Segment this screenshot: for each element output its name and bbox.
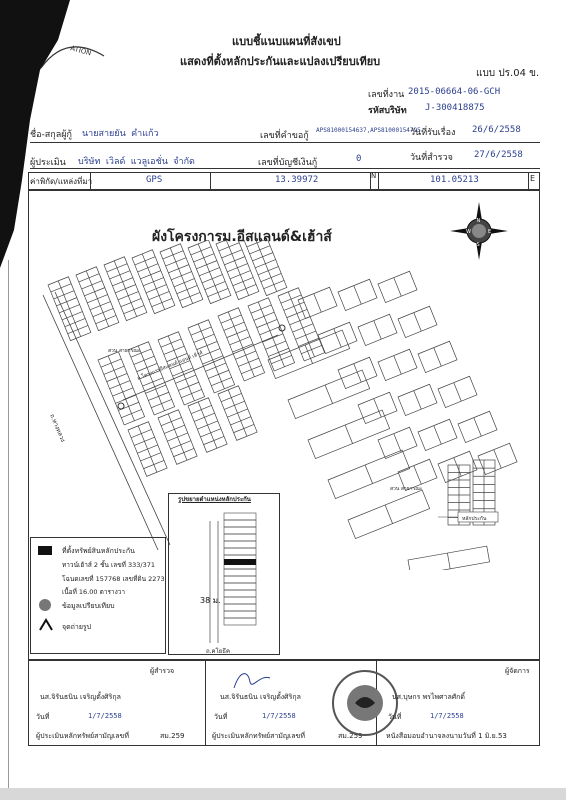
inset-lot <box>224 569 256 576</box>
legend-item-photo: จุดถ่ายรูป <box>62 623 92 631</box>
svg-text:ATION: ATION <box>69 44 93 58</box>
appraiser-signature <box>230 668 280 694</box>
lot-block <box>128 422 167 477</box>
survey-label: วันที่สำรวจ <box>410 153 453 163</box>
lot-block <box>338 357 377 388</box>
comparison-marker-2 <box>118 403 124 409</box>
comparison-legend-icon <box>38 598 52 612</box>
lot-block <box>76 267 119 331</box>
lot-block <box>338 279 377 310</box>
lot-block <box>358 392 397 423</box>
legend-item-collateral: ที่ตั้งทรัพย์สินหลักประกัน <box>62 547 135 555</box>
document-title: แบบชี้แนบแผนที่สังเขป <box>232 35 341 48</box>
lot-block <box>218 386 257 441</box>
inset-lot <box>224 604 256 611</box>
lot-block <box>348 490 430 539</box>
lot-block <box>378 427 417 458</box>
lot-block <box>158 410 197 465</box>
appraiser-date-label: วันที่ <box>214 713 228 721</box>
lot-block <box>378 271 417 302</box>
lot-block <box>160 244 203 308</box>
inset-lot <box>224 534 256 541</box>
form-code: แบบ ปร.04 ข. <box>476 68 540 79</box>
inset-title: รูปขยายตำแหน่งหลักประกัน <box>178 496 251 503</box>
lot-block <box>244 240 287 296</box>
comparison-marker <box>279 325 285 331</box>
legend-detail-2: โฉนดเลขที่ 157768 เลขที่ดิน 2273 <box>62 575 165 583</box>
appraiser-name: นส.จิรันธนิน เจริญตั้งศิริกุล <box>220 693 301 701</box>
account-value: 0 <box>356 154 362 164</box>
collateral-lot <box>224 559 256 565</box>
app-no-label: เลขที่คำขอกู้ <box>260 131 309 141</box>
surveyor-date: 1/7/2558 <box>88 712 122 720</box>
north-marker: N <box>371 172 377 180</box>
inset-lot <box>224 548 256 555</box>
latitude-value: 13.39972 <box>275 175 319 185</box>
inset-lot <box>224 527 256 534</box>
lot-block <box>132 250 175 314</box>
company-stamp-logo <box>36 28 106 73</box>
director-name: นส.บุษกร พรไพศาลศักดิ์ <box>392 693 465 701</box>
coord-divider-5 <box>528 172 529 189</box>
lot-block <box>288 370 370 419</box>
site-plan-map <box>28 240 538 570</box>
inset-lot <box>224 541 256 548</box>
app-no-value: APS81000154637,APS81000154795 <box>316 127 421 134</box>
underline-row1 <box>30 142 540 143</box>
appraiser-value: บริษัท เวิลด์ แวลูเอชั่น จำกัด <box>78 157 195 167</box>
inset-lot <box>224 583 256 590</box>
lot-block <box>438 451 477 482</box>
lot-block <box>104 257 147 321</box>
lot-block <box>398 306 437 337</box>
inset-lot <box>224 590 256 597</box>
inset-lot <box>224 618 256 625</box>
surveyor-license: สม.259 <box>160 732 185 740</box>
inset-map <box>168 503 278 653</box>
lot-block <box>458 411 497 442</box>
lot-block <box>308 410 390 459</box>
lot-block <box>378 349 417 380</box>
inset-distance: 38 ม. <box>200 596 221 605</box>
inset-lot <box>224 611 256 618</box>
sig-divider-1 <box>205 660 206 745</box>
lot-block <box>408 546 490 570</box>
lot-block <box>188 398 227 453</box>
park-label-1: สวน สาธารณะ <box>108 348 141 354</box>
road-main-label: ถ.โครงการอีสแลนด์ แอนด์ เฮ้าส์ <box>136 350 204 382</box>
appraiser-license: สม.259 <box>338 732 363 740</box>
surveyor-role: ผู้สำรวจ <box>150 667 175 675</box>
director-note: หนังสือมอบอำนาจลงนามวันที่ 1 มิ.ย.53 <box>386 732 507 740</box>
appraiser-license-label: ผู้ประเมินหลักทรัพย์สามัญเลขที่ <box>212 732 305 740</box>
compass-e: E <box>488 229 492 235</box>
account-label: เลขที่บัญชีเงินกู้ <box>258 158 318 168</box>
inset-lot <box>224 576 256 583</box>
appraiser-date: 1/7/2558 <box>262 712 296 720</box>
inset-road-bottom: ถ.คโยธีค <box>206 648 230 653</box>
underline-row2 <box>30 168 540 169</box>
coord-divider-4 <box>378 172 379 189</box>
appraiser-label: ผู้ประเมิน <box>30 158 66 168</box>
legend-item-comparison: ข้อมูลเปรียบเทียบ <box>62 602 115 610</box>
project-title: ผังโครงการม.อีสแลนด์&เฮ้าส์ <box>152 229 332 245</box>
lot-block <box>48 277 91 341</box>
lot-block <box>418 341 457 372</box>
compass-n: N <box>476 218 481 224</box>
job-no-label: เลขที่งาน <box>368 90 405 100</box>
legend-detail-1: ทาวน์เฮ้าส์ 2 ชั้น เลขที่ 333/371 <box>62 561 156 569</box>
owner-label: ชื่อ-สกุลผู้กู้ <box>30 130 72 140</box>
coordinates-label: ค่าพิกัด/แหล่งที่มา <box>30 177 93 186</box>
collateral-tag-label: หลักประกัน <box>462 516 487 522</box>
coordinates-source: GPS <box>146 175 163 185</box>
legend-detail-3: เนื้อที่ 16.00 ตารางวา <box>62 588 126 596</box>
collateral-legend-swatch <box>38 546 52 555</box>
inset-lot <box>224 597 256 604</box>
job-no-value: 2015-06664-06-GCH <box>408 87 501 97</box>
east-marker: E <box>530 174 536 183</box>
park-label-2: สวน สาธารณะ <box>390 486 423 492</box>
scan-left-edge <box>8 260 9 800</box>
owner-value: นายสายยัน คำแก้ว <box>82 129 159 139</box>
lot-block <box>318 322 357 353</box>
longitude-value: 101.05213 <box>430 175 479 185</box>
lot-block <box>188 240 231 304</box>
compass-s: S <box>476 242 480 248</box>
coord-divider-2 <box>210 172 211 189</box>
scan-bottom-edge <box>0 788 566 800</box>
lot-block <box>358 314 397 345</box>
document-subtitle: แสดงที่ตั้งหลักประกันและแปลงเปรียบเทียบ <box>180 55 381 68</box>
compass-w: W <box>466 229 471 235</box>
inset-lot <box>224 513 256 520</box>
photo-point-legend-icon <box>38 618 54 632</box>
received-value: 26/6/2558 <box>472 125 521 135</box>
survey-value: 27/6/2558 <box>474 150 523 160</box>
company-code-value: J-300418875 <box>425 103 485 113</box>
company-code-label: รหัสบริษัท <box>368 106 407 116</box>
surveyor-name: นส.จิรันธนิน เจริญตั้งศิริกุล <box>40 693 121 701</box>
surveyor-date-label: วันที่ <box>36 713 50 721</box>
road-left-label: ถ.ทางหลวง <box>48 413 67 444</box>
director-date-label: วันที่ <box>388 713 402 721</box>
inset-lot <box>224 520 256 527</box>
director-role: ผู้จัดการ <box>505 667 530 675</box>
received-label: วันที่รับเรื่อง <box>410 128 456 138</box>
lot-block <box>418 419 457 450</box>
lot-block <box>298 287 337 318</box>
lot-block <box>398 384 437 415</box>
surveyor-license-label: ผู้ประเมินหลักทรัพย์สามัญเลขที่ <box>36 732 129 740</box>
lot-block <box>438 376 477 407</box>
director-date: 1/7/2558 <box>430 712 464 720</box>
